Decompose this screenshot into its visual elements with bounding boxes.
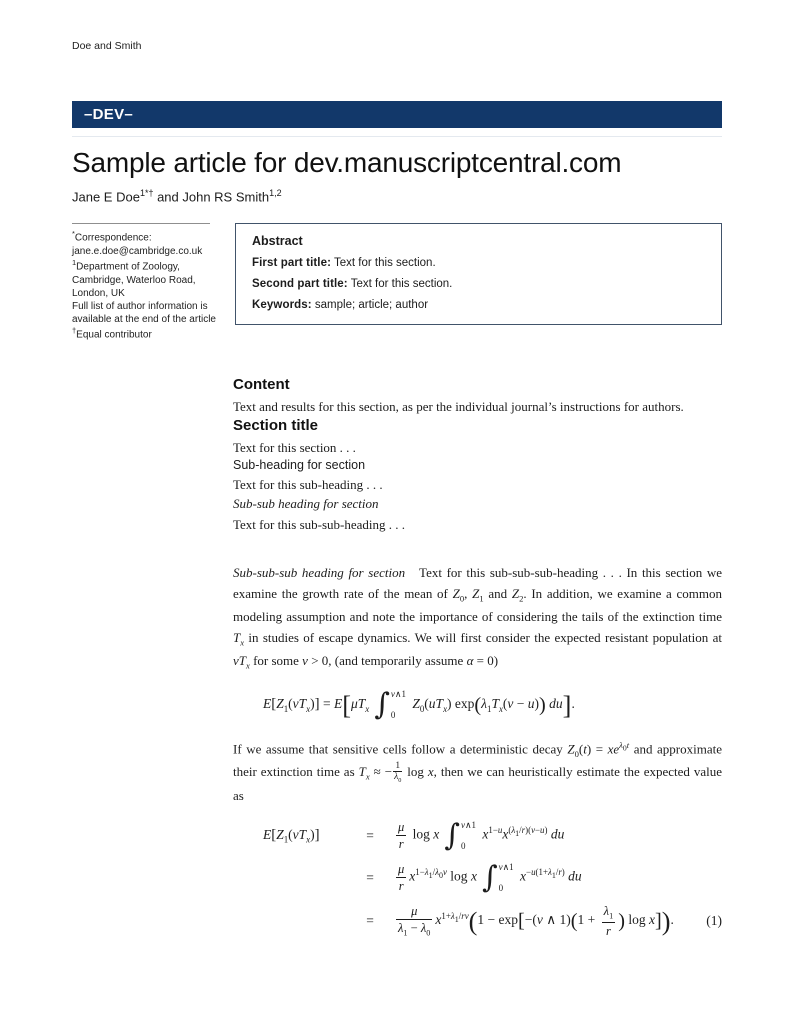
equals-sign: =: [366, 827, 374, 843]
correspondence-note: [72, 223, 235, 341]
dev-banner: [72, 101, 722, 128]
section-title-heading: Section title: [233, 417, 319, 435]
abstract-item-second-part: [252, 278, 705, 290]
abstract-heading: Abstract: [252, 234, 303, 249]
abstract-item-label: Keywords:: [252, 299, 312, 312]
abstract-item-keywords: [252, 299, 705, 311]
correspondence-divider: [72, 223, 210, 224]
abstract-item-first-part: [252, 257, 705, 269]
equation-line-3: [263, 904, 722, 938]
sub-sub-heading: Sub-sub heading for section: [233, 495, 379, 511]
banner-divider: [72, 136, 722, 137]
sub-sub-sub-paragraph: Sub-sub-sub heading for section Text for this sub-sub-sub-heading . . . In this section we examine the growth rate of the mean of $Z_0$, $Z_1$ and $Z_2$. In addition, we examine a common modeling assumption and note the importance of considering the tails of the extinction time $T_x$ in studies of escape dynamics. We will first consider the expected resistant population at $vT_x$ for some v > 0, (and temporarily assume α = 0): [233, 565, 723, 671]
article-body: [233, 376, 722, 938]
equation-rhs: $\frac{\mu}{r}$ log x ∫ v∧1 0 $x^{1-u}x^{(\lambda_1/r)(v-u)}$ du: [398, 817, 565, 853]
after-equation-paragraph: If we assume that sensitive cells follow a deterministic decay $Z_0(t) = xe^{\lambda_0t}$ and approximate their extinction time as $T_x$ ≈ − $\frac{1}{\lambda_0}$ log x, then we can heuristically estimate the expected value as: [233, 739, 722, 803]
abstract-item-text: sample; article; author: [314, 299, 429, 312]
dev-banner-label: –DEV–: [84, 106, 134, 123]
abstract-box: [235, 223, 722, 325]
authors-line: Jane E Doe$^{1*\dagger}$ and John RS Smith$^{1,2}$: [72, 188, 282, 205]
equation-display: $E[Z_1(vT_x)] = E[\mu T_x$ ∫ v∧1 0 $Z_0(uT_x) \exp(\lambda_1T_x(v - u))$ du].: [263, 686, 575, 722]
equation-rhs: $\frac{\mu}{\lambda_1 - \lambda_0}$ $x^{1+\lambda_1/rv}(1 - \exp[-(v$ ∧ 1)(1 + $\frac{\lambda_1}{r}$ ) log x]).: [398, 904, 674, 938]
sub-sub-heading-paragraph: Text for this sub-sub-heading . . .: [233, 516, 406, 532]
equation-lhs: $E[Z_1(vT_x)]$: [263, 826, 320, 845]
meta-row: [72, 223, 722, 341]
content-heading: Content: [233, 375, 290, 393]
running-head: Doe and Smith: [72, 40, 142, 52]
equation-line-1: [263, 817, 722, 853]
equation-array: [263, 817, 722, 938]
sub-heading: Sub-heading for section: [233, 458, 366, 473]
content-paragraph: Text and results for this section, as per the individual journal’s instructions for authors.: [233, 398, 684, 414]
abstract-item-label: Second part title:: [252, 278, 348, 291]
abstract-item-text: Text for this section.: [334, 257, 436, 270]
equals-sign: =: [366, 869, 374, 885]
equation-number: (1): [706, 912, 722, 928]
article-title: Sample article for dev.manuscriptcentral.com: [72, 147, 622, 178]
correspondence-text: *Correspondence: jane.e.doe@cambridge.co.uk $^1$Department of Zoology, Cambridge, Waterloo Road, London, UK Full list of author information is available at the end of the article †Equal contributor: [72, 229, 216, 341]
equation-rhs: $\frac{\mu}{r}$ $x^{1-\lambda_1/\lambda_0v}$ log x ∫ v∧1 0 $x^{-u(1+\lambda_1/r)}$ du: [398, 859, 582, 895]
section-title-paragraph: Text for this section . . .: [233, 440, 356, 456]
abstract-item-text: Text for this section.: [350, 278, 453, 291]
equation-line-2: [263, 859, 722, 895]
sub-heading-paragraph: Text for this sub-heading . . .: [233, 477, 383, 493]
abstract-item-label: First part title:: [252, 257, 332, 270]
equals-sign: =: [366, 912, 374, 928]
